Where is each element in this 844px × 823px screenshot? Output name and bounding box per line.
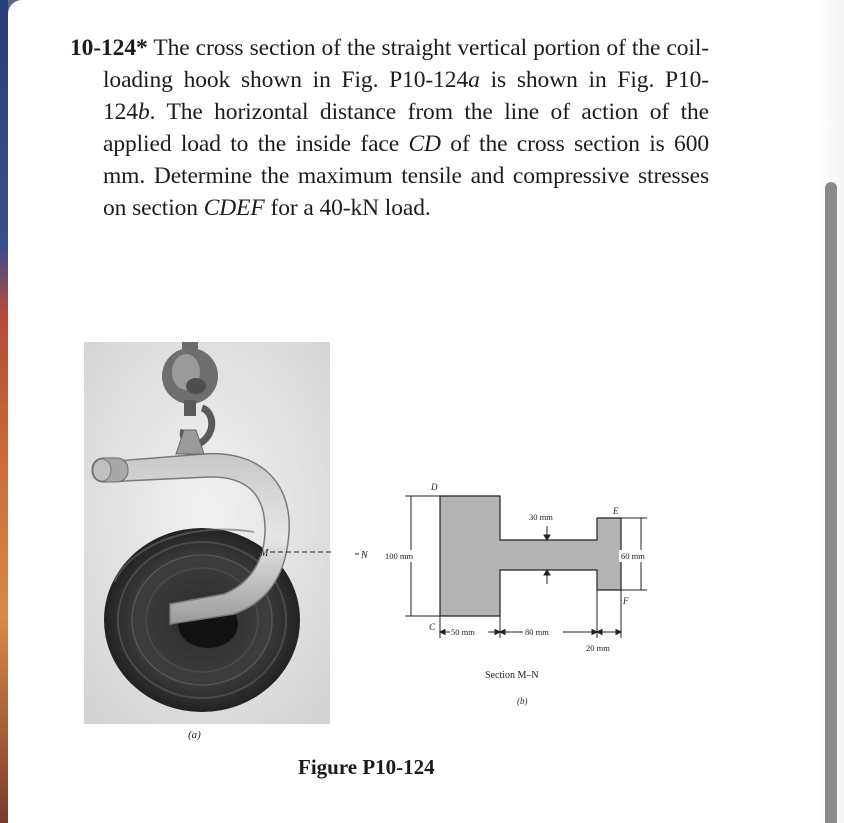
problem-statement [70, 32, 709, 224]
section-mn-label: Section M–N [485, 670, 539, 681]
point-e-label: E [613, 506, 619, 516]
dim-60-label: 60 mm [621, 551, 645, 561]
problem-text-1: The cross section of the straight vertical portion of the coil-loading hook shown in Fig. P10-124 [103, 35, 709, 93]
section-cdef: CDEF [203, 195, 265, 221]
label-b: (b) [517, 696, 528, 706]
figure-caption: Figure P10-124 [298, 755, 435, 779]
vertical-scrollbar[interactable] [825, 182, 837, 823]
window-edge-strip [0, 0, 8, 823]
problem-text-4: of the cross section is 600 mm. Determine the maximum tensile and compressive stresses on section [103, 131, 709, 221]
dim-50-label: 50 mm [451, 627, 475, 637]
dim-30-label: 30 mm [529, 512, 553, 522]
label-a: (a) [188, 729, 201, 741]
face-cd: CD [408, 131, 441, 157]
dim-80-label: 80 mm [525, 627, 549, 637]
point-c-label: C [429, 622, 436, 632]
figure-ref-b: b [137, 99, 150, 125]
figure-ref-a: a [468, 67, 480, 93]
point-f-label: F [623, 596, 629, 606]
hook-photo [84, 342, 330, 724]
problem-text-2: is shown in Fig. P10-124 [103, 67, 710, 125]
problem-number: 10-124* [70, 35, 148, 61]
problem-text-3: . The horizontal distance from the line of action of the applied load to the inside face [103, 99, 709, 157]
cross-section-diagram [361, 478, 665, 718]
dim-20-label: 20 mm [586, 643, 610, 653]
marker-m: M [260, 548, 269, 559]
marker-n: N [361, 550, 368, 561]
point-d-label: D [431, 482, 438, 492]
dim-100-label: 100 mm [385, 551, 414, 561]
problem-text-5: for a 40-kN load. [270, 195, 431, 221]
